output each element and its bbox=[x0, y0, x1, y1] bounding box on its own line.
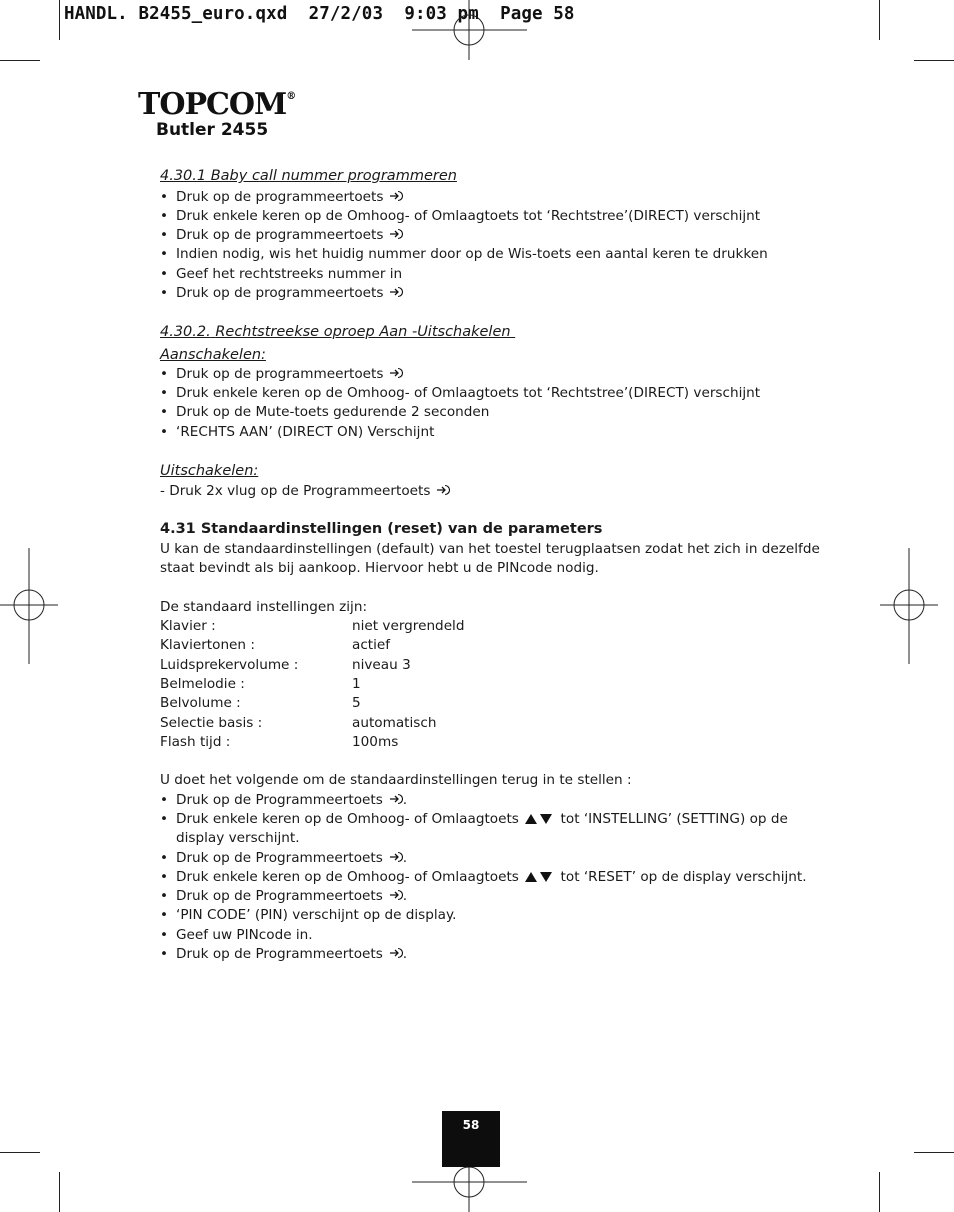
step-suffix: . bbox=[402, 888, 408, 904]
step-text: Druk op de Programmeertoets bbox=[176, 792, 383, 808]
logo-text: TOPCOM bbox=[138, 87, 287, 122]
subheading-aanschakelen: Aanschakelen: bbox=[160, 347, 266, 363]
list-item bbox=[160, 384, 760, 402]
heading-number: 4.30.2. bbox=[160, 324, 211, 340]
setting-row bbox=[160, 617, 465, 635]
step-text: ‘PIN CODE’ (PIN) verschijnt op de display. bbox=[176, 907, 457, 923]
registration-mark-right bbox=[880, 548, 938, 664]
program-key-icon bbox=[389, 793, 403, 805]
setting-key: Belmelodie : bbox=[160, 676, 245, 692]
setting-key: Luidsprekervolume : bbox=[160, 657, 299, 673]
program-key-icon bbox=[389, 190, 403, 202]
down-arrow-icon bbox=[540, 872, 552, 882]
program-key-icon bbox=[389, 228, 403, 240]
list-item-text: Druk enkele keren op de Omhoog- of Omlaagtoets tot ‘Rechtstree’(DIRECT) verschijnt bbox=[176, 208, 761, 224]
list-item bbox=[160, 403, 489, 421]
list-item-continuation: display verschijnt. bbox=[176, 830, 300, 846]
heading-text: Rechtstreekse oproep Aan -Uitschakelen bbox=[215, 324, 511, 340]
setting-key: Klaviertonen : bbox=[160, 637, 255, 653]
section-heading-4-30-2 bbox=[160, 323, 515, 341]
setting-row bbox=[160, 675, 361, 693]
program-key-icon bbox=[436, 484, 450, 496]
intro-line-2: staat bevindt als bij aankoop. Hiervoor hebt u de PINcode nodig. bbox=[160, 560, 599, 576]
step-text: - Druk 2x vlug op de Programmeertoets bbox=[160, 483, 431, 499]
section-heading-4-31: 4.31 Standaardinstellingen (reset) van de parameters bbox=[160, 521, 603, 537]
down-arrow-icon bbox=[540, 814, 552, 824]
list-item-text: Druk enkele keren op de Omhoog- of Omlaagtoets tot ‘Rechtstree’(DIRECT) verschijnt bbox=[176, 385, 761, 401]
setting-value: actief bbox=[352, 637, 391, 653]
setting-value: niveau 3 bbox=[352, 657, 411, 673]
setting-row bbox=[160, 656, 411, 674]
setting-row bbox=[160, 714, 437, 732]
up-arrow-icon bbox=[525, 872, 537, 882]
list-item-text: Indien nodig, wis het huidig nummer door op de Wis-toets een aantal keren te drukken bbox=[176, 246, 768, 262]
setting-key: Klavier : bbox=[160, 618, 216, 634]
product-name: Butler 2455 bbox=[156, 120, 269, 140]
list-item-text: Geef het rechtstreeks nummer in bbox=[176, 266, 403, 282]
setting-key: Flash tijd : bbox=[160, 734, 231, 750]
program-key-icon bbox=[389, 851, 403, 863]
list-item bbox=[160, 207, 760, 225]
program-key-icon bbox=[389, 367, 403, 379]
list-item-text: Druk op de programmeertoets bbox=[176, 285, 384, 301]
step-suffix: . bbox=[402, 946, 408, 962]
step-text: Druk enkele keren op de Omhoog- of Omlaagtoets bbox=[176, 869, 519, 885]
defaults-label: De standaard instellingen zijn: bbox=[160, 599, 368, 615]
uitschakelen-step bbox=[160, 482, 450, 500]
up-arrow-icon bbox=[525, 814, 537, 824]
list-item-text: Druk op de programmeertoets bbox=[176, 189, 384, 205]
intro-line-1: U kan de standaardinstellingen (default) van het toestel terugplaatsen zodat het zich in dezelfde bbox=[160, 541, 820, 557]
list-item-text: ‘RECHTS AAN’ (DIRECT ON) Verschijnt bbox=[176, 424, 435, 440]
steps-intro: U doet het volgende om de standaardinstellingen terug in te stellen : bbox=[160, 772, 632, 788]
page-number: 58 bbox=[442, 1111, 500, 1167]
list-item bbox=[160, 423, 434, 441]
list-item bbox=[160, 868, 807, 886]
list-item bbox=[160, 226, 403, 244]
list-item bbox=[160, 284, 403, 302]
registration-mark-top bbox=[412, 0, 527, 60]
step-suffix: . bbox=[402, 850, 408, 866]
step-text: Geef uw PINcode in. bbox=[176, 927, 313, 943]
list-item-text: Druk op de programmeertoets bbox=[176, 366, 384, 382]
step-text: Druk op de Programmeertoets bbox=[176, 888, 383, 904]
list-item bbox=[160, 188, 403, 206]
list-item-text: Druk op de programmeertoets bbox=[176, 227, 384, 243]
setting-key: Belvolume : bbox=[160, 695, 241, 711]
list-item bbox=[160, 926, 313, 944]
step-text: Druk enkele keren op de Omhoog- of Omlaagtoets bbox=[176, 811, 519, 827]
list-item bbox=[160, 265, 402, 283]
setting-value: 5 bbox=[352, 695, 361, 711]
registered-mark: ® bbox=[286, 91, 296, 102]
print-slug: HANDL. B2455_euro.qxd 27/2/03 9:03 pm Page 58 bbox=[64, 4, 575, 24]
list-item bbox=[160, 887, 407, 905]
step-text: Druk op de Programmeertoets bbox=[176, 946, 383, 962]
registration-mark-left bbox=[0, 548, 58, 664]
topcom-logo bbox=[138, 87, 296, 122]
list-item bbox=[160, 365, 403, 383]
list-item bbox=[160, 245, 768, 263]
step-text: Druk op de Programmeertoets bbox=[176, 850, 383, 866]
setting-value: niet vergrendeld bbox=[352, 618, 465, 634]
section-heading-4-30-1: 4.30.1 Baby call nummer programmeren bbox=[160, 168, 457, 184]
setting-key: Selectie basis : bbox=[160, 715, 263, 731]
program-key-icon bbox=[389, 286, 403, 298]
setting-row bbox=[160, 733, 399, 751]
program-key-icon bbox=[389, 889, 403, 901]
program-key-icon bbox=[389, 947, 403, 959]
list-item bbox=[160, 945, 407, 963]
subheading-uitschakelen: Uitschakelen: bbox=[160, 463, 259, 479]
list-item bbox=[160, 849, 407, 867]
list-item bbox=[160, 810, 788, 828]
setting-row bbox=[160, 636, 391, 654]
list-item bbox=[160, 791, 407, 809]
step-suffix: tot ‘RESET’ op de display verschijnt. bbox=[560, 869, 807, 885]
list-item bbox=[160, 906, 456, 924]
setting-value: 100ms bbox=[352, 734, 399, 750]
setting-row bbox=[160, 694, 361, 712]
step-suffix: tot ‘INSTELLING’ (SETTING) op de bbox=[560, 811, 788, 827]
list-item-text: Druk op de Mute-toets gedurende 2 seconden bbox=[176, 404, 490, 420]
setting-value: 1 bbox=[352, 676, 361, 692]
setting-value: automatisch bbox=[352, 715, 437, 731]
step-suffix: . bbox=[402, 792, 408, 808]
